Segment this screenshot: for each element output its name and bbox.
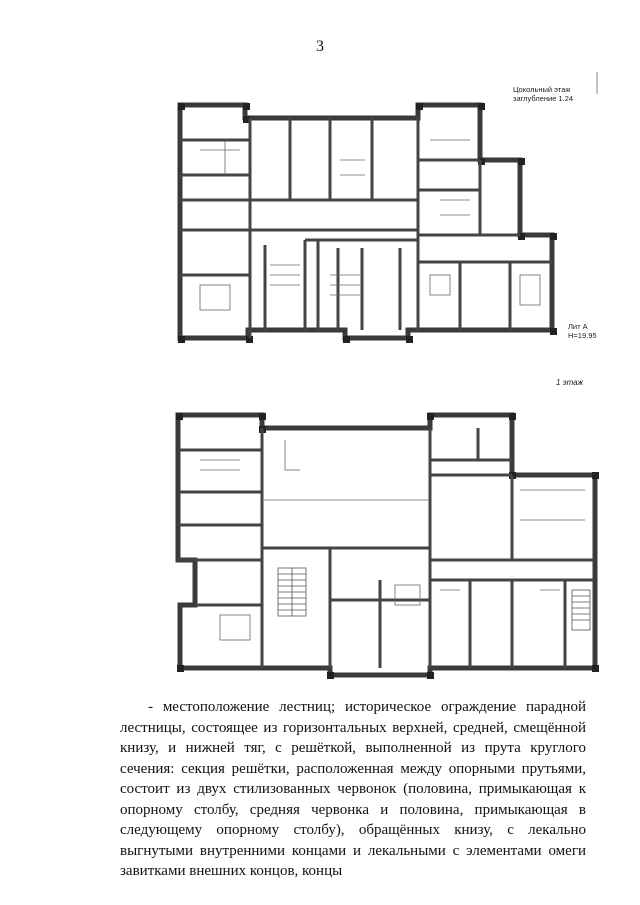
basement-mark-line1: Лит А xyxy=(568,322,588,331)
basement-interior-walls xyxy=(180,118,552,338)
body-text xyxy=(120,697,586,882)
basement-plan xyxy=(178,103,557,343)
first-floor-plan-title: 1 этаж xyxy=(556,378,584,387)
first-floor-piers xyxy=(176,413,599,679)
basement-title-line2: заглубление 1.24 xyxy=(513,94,574,103)
first-floor-stair-right xyxy=(572,590,590,630)
basement-title-line1: Цокольный этаж xyxy=(513,85,571,94)
body-paragraph: - местоположение лестниц; историческое ограждение парадной лестницы, состоящее из горизонтальных верхней, средней, смещённой книзу, и нижней тяг, с решёткой, выполненной из прута круглого сечения: секция решётки, расположенная между опорными прутьями, состоит из двух стилизованных червонок (половина, примыкающая к опорному столбу, средняя червонка и половина, примыкающая в следующему опорному столбу), обращённых книзу, с лекально выгнутыми внутренними концами и лекальными с элементами омеги завитками внешних концов, концы xyxy=(120,699,586,879)
first-floor-staircase xyxy=(278,568,306,616)
first-floor-details xyxy=(200,440,585,640)
basement-mark-line2: Н=19.95 xyxy=(568,331,597,340)
first-floor-plan xyxy=(176,413,599,679)
first-floor-outer-walls xyxy=(178,415,595,675)
page-number: 3 xyxy=(316,38,324,55)
first-floor-interior-walls xyxy=(178,428,595,668)
